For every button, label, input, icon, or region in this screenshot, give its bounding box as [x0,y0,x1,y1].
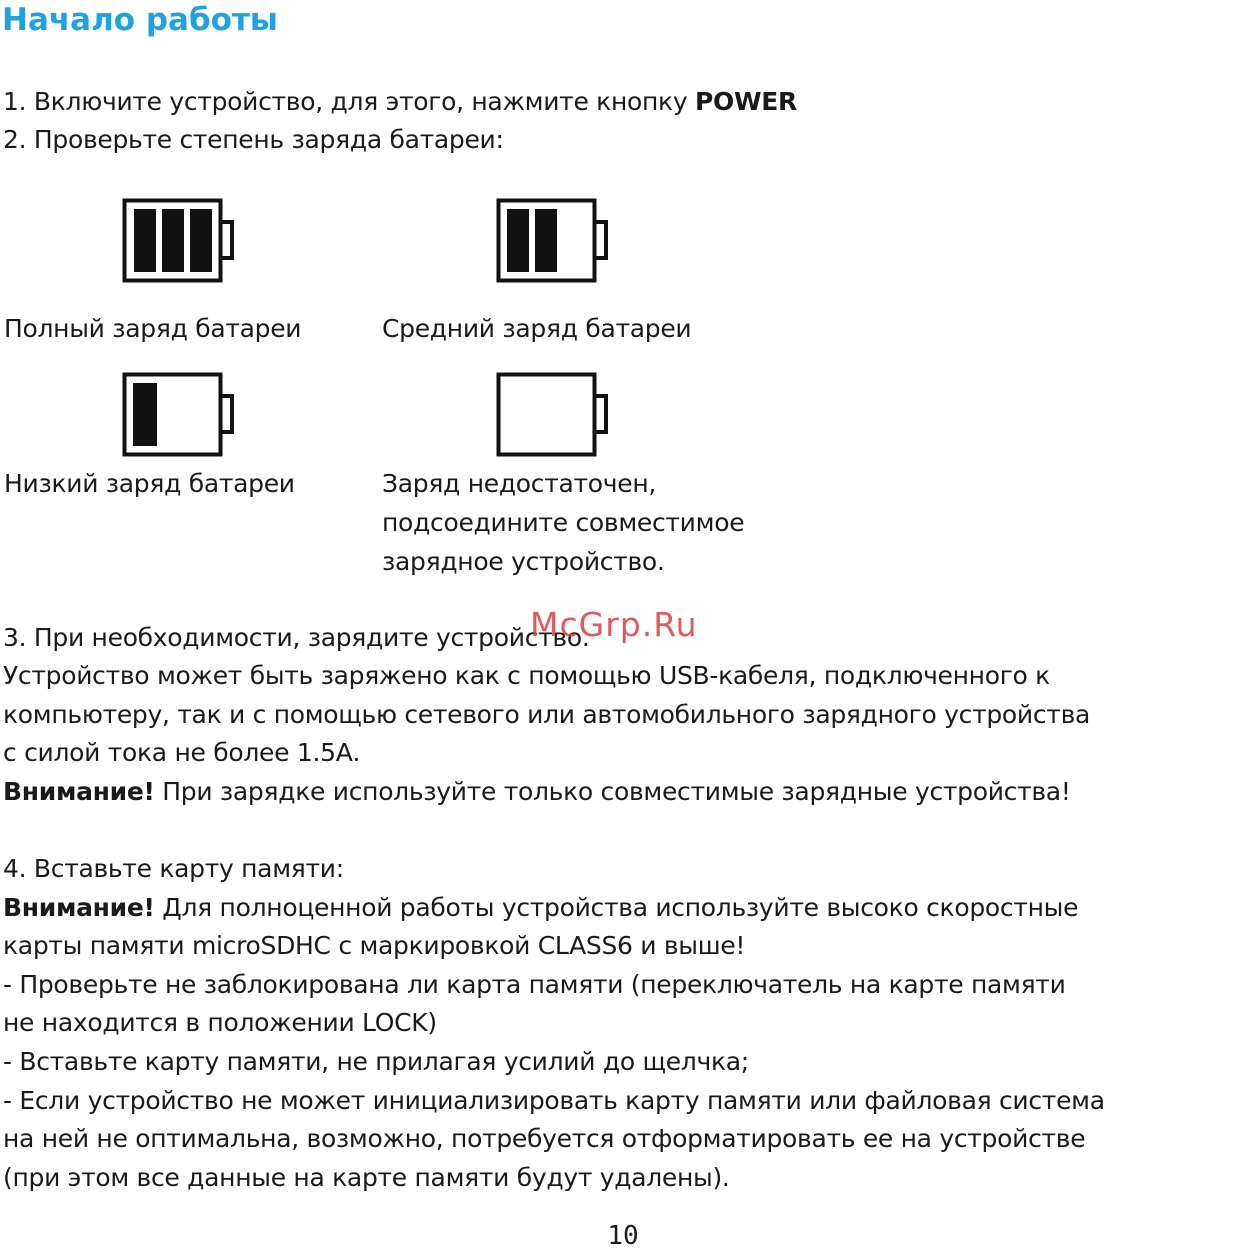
memory-line-2: - Проверьте не заблокирована ли карта памяти (переключатель на карте памяти [3,970,1066,999]
charging-warning [3,776,1071,808]
warning-text: При зарядке используйте только совместимые зарядные устройства! [154,777,1071,806]
step-1 [3,86,797,118]
step-3-heading: 3. При необходимости, зарядите устройство. [3,623,590,652]
warning-label: Внимание! [3,777,155,806]
charging-line-2: компьютеру, так и с помощью сетевого или автомобильного зарядного устройства [3,700,1091,729]
memory-line-1: карты памяти microSDHC с маркировкой CLASS6 и выше! [3,931,746,960]
battery-empty-icon [496,372,616,458]
battery-low-label: Низкий заряд батареи [4,469,295,498]
step-4-heading: 4. Вставьте карту памяти: [3,854,344,883]
battery-medium-icon [496,198,616,284]
power-keyword: POWER [695,87,797,116]
memory-line-7: (при этом все данные на карте памяти будут удалены). [3,1163,730,1192]
battery-full-label: Полный заряд батареи [4,314,302,343]
warning-label: Внимание! [3,893,155,922]
step-1-text: 1. Включите устройство, для этого, нажмите кнопку [3,87,695,116]
warning-text: Для полноценной работы устройства используйте высоко скоростные [154,893,1079,922]
charging-line-1: Устройство может быть заряжено как с помощью USB-кабеля, подключенного к [3,661,1050,690]
memory-line-3: не находится в положении LOCK) [3,1008,437,1037]
charging-line-3: с силой тока не более 1.5А. [3,738,361,767]
page-number: 10 [607,1221,639,1251]
battery-full-icon [122,198,242,284]
battery-low-icon [122,372,242,458]
memory-line-6: на ней не оптимальна, возможно, потребуется отформатировать ее на устройстве [3,1124,1086,1153]
page-title: Начало работы [2,2,278,38]
watermark: McGrp.Ru [530,605,698,644]
battery-empty-label-line-3: зарядное устройство. [382,547,665,576]
battery-empty-label-line-2: подсоедините совместимое [382,508,745,537]
step-2: 2. Проверьте степень заряда батареи: [3,125,504,154]
battery-medium-label: Средний заряд батареи [382,314,692,343]
memory-warning [3,892,1078,924]
memory-line-5: - Если устройство не может инициализировать карту памяти или файловая система [3,1086,1105,1115]
memory-line-4: - Вставьте карту памяти, не прилагая усилий до щелчка; [3,1047,749,1076]
battery-empty-label-line-1: Заряд недостаточен, [382,469,657,498]
